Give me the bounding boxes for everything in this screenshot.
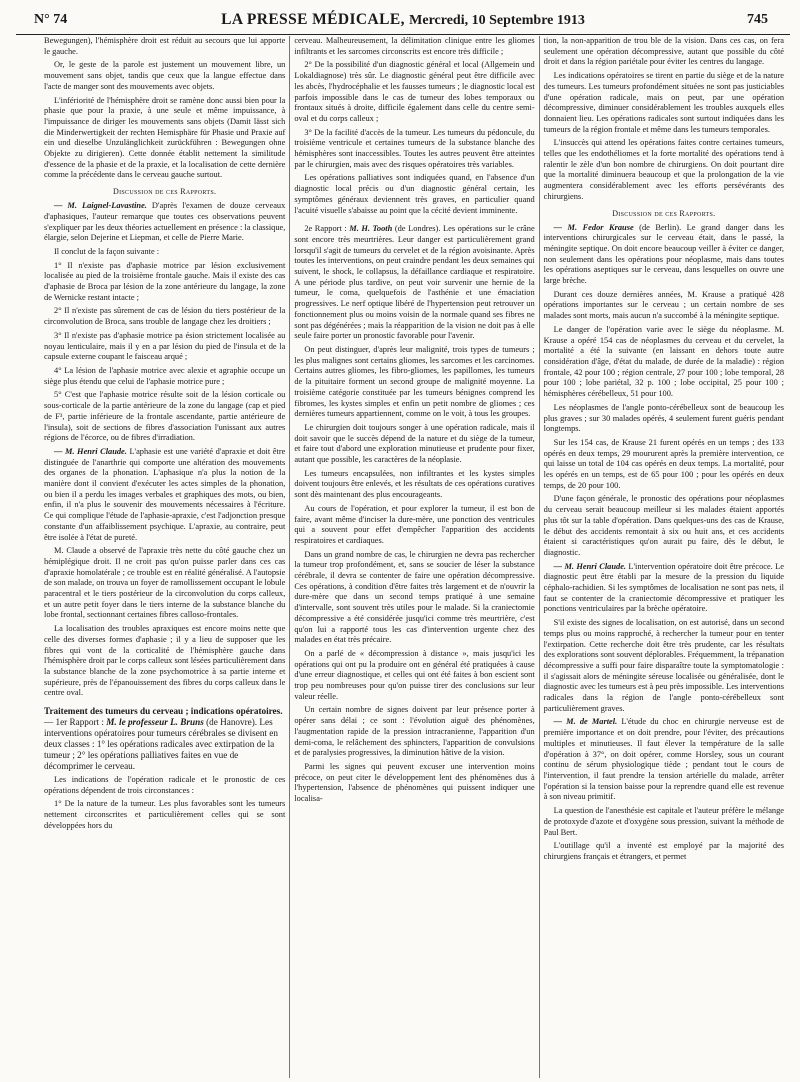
report-label: — 1er Rapport :: [44, 717, 107, 728]
paragraph: La question de l'anesthésie est capitale et l'auteur préfère le mélange de protoxyde d'azote et d'oxygène sous pression, suivant la méthode de Paul Bert.: [543, 806, 785, 837]
paragraph: Les néoplasmes de l'angle ponto-cérébelleux sont de beaucoup les plus graves ; sur 30 malades opérés, 4 seulement furent guéris pendant longtemps.: [543, 402, 785, 434]
paragraph: 3° De la facilité d'accès de la tumeur. Les tumeurs du pédoncule, du troisième ventricule et certaines tumeurs de la substance blanche des hémisphères sont inaccessibles. Toutes les autres peuvent être atteintes par le chirurgien, mais avec des risques opératoires très variables.: [294, 127, 535, 169]
article-heading: [44, 706, 285, 772]
speaker-name: — M. Henri Claude.: [553, 561, 627, 571]
paragraph: 1° Il n'existe pas d'aphasie motrice par lésion exclusivement localisée au pied de la troisième frontale gauche. Mais il existe des cas d'aphasie de Broca par lésion de la zone antérieure du langage, la zone de Wernicke restant intacte ;: [44, 260, 286, 302]
paragraph: Les opérations palliatives sont indiquées quand, en l'absence d'un diagnostic local précis ou d'un diagnostic général certain, les symptômes généraux deviennent très graves, en particulier quand l'acuité visuelle s'abaisse au point que la cécité devient imminente.: [294, 173, 535, 215]
paragraph: Les tumeurs encapsulées, non infiltrantes et les kystes simples doivent toujours être enlevés, et les résultats de ces opérations curatives sont dès maintenant des plus encourageants.: [294, 468, 535, 500]
paragraph: Le danger de l'opération varie avec le siège du néoplasme. M. Krause a opéré 154 cas de néoplasmes du cerveau et du cervelet, la mortalité a été la suivante (en laissant en dehors toute autre considération d'âge, d'état du malade, de durée de la maladie) : région frontale, 42 pour 100 ; région centrale, 27 pour 100 ; lobe temporal, 28 pour 100 ; lobe pariétal, 32 p. 100 ; lobe occipital, 25 pour 100 ; hémisphères cérébelleux, 51 pour 100.: [543, 324, 785, 399]
paragraph: 3° Il n'existe pas d'aphasie motrice pa ésion strictement localisée au noyau lenticulaire, mais il y en a par lésion du pied de l'insula et de la capsule externe coupant le faisceau arqué ;: [44, 330, 286, 362]
section-heading: Discussion de ces Rapports.: [612, 208, 716, 218]
page-number: 745: [747, 12, 768, 27]
speaker-name: — M. Fedor Krause: [553, 222, 634, 232]
column-1: [40, 36, 289, 1078]
paragraph: 2° Il n'existe pas sûrement de cas de lésion du tiers postérieur de la circonvolution de Broca, sans trouble de langage chez les droitiers ;: [44, 306, 286, 327]
paragraph: 5° C'est que l'aphasie motrice résulte soit de la lésion corticale ou sous-corticale de la partie antérieure de la zone du langage (cap et pied de F³, partie inférieure de la frontale ascendante, partie antérieure de l'insula), soit de sections de fibres d'association l'unissant aux autres régions de l'écorce, ou de fibres d'irradiation.: [44, 390, 286, 443]
speaker-paragraph: [544, 562, 784, 616]
paragraph: Il conclut de la façon suivante :: [54, 246, 160, 256]
report-text: (de Hanovre). Les interventions opératoires pour tumeurs cérébrales se divisent en deux classes : 1° les opérations radicales avec extirpation de la tumeur ; 2° les opérations palliatives faites en vue de décomprimer le cerveau.: [44, 717, 278, 772]
paragraph: cerveau. Malheureusement, la délimitation clinique entre les gliomes infiltrants et les sarcomes circonscrits est encore très difficile ;: [294, 36, 535, 56]
paragraph: Le chirurgien doit toujours songer à une opération radicale, mais il doit savoir que le succès dépend de la nature et du siège de la tumeur, et faire tout d'abord une exploration minutieuse et prudente pour fixer, autant que possible, les caractères de la néoplasie.: [294, 422, 535, 465]
speaker-text: (de Berlin). Le grand danger dans les interventions chirurgicales sur le cerveau était, dans le passé, la méningite septique. On doit encore beaucoup veiller à éviter ce danger, non seulement dans les opérations pour néoplasme, mais dans toutes les opérations aseptiques sur le cerveau, dans lesquelles on ouvre une large brèche.: [543, 222, 785, 286]
paragraph: Un certain nombre de signes doivent par leur présence porter à opérer sans délai ; ce sont : l'évolution aiguë des phénomènes, l'augmentation rapide de la pression intracranienne, l'apparition d'un demi-coma, le relâchement des sphincters, l'apparition de convulsions et de paralysies progressives, la diminution hâtive de la vision.: [294, 705, 535, 758]
paragraph: On peut distinguer, d'après leur malignité, trois types de tumeurs ; les plus malignes sont certains gliomes, les sarcomes et les carcinomes. Certains autres gliomes, les fibro-gliomes, les papillomes, les tumeurs de la pituitaire forment un second groupe de malignité moyenne. La troisième catégorie constituée par les tumeurs bénignes comprend les fibromes, les kystes simples et enfin un petit nombre de gliomes ; ces dernières tumeurs appartiennent, comme on le voit, à tous les groupes.: [294, 344, 535, 419]
masthead: [16, 0, 790, 35]
paragraph: Les indications de l'opération radicale et le pronostic de ces opérations dépendent de trois circonstances :: [44, 775, 286, 795]
issue-date: Mercredi, 10 Septembre 1913: [409, 13, 585, 28]
paragraph: L'outillage qu'il a inventé est employé par la majorité des chirurgiens français et étrangers, et permet: [543, 841, 785, 861]
paragraph: 2° De la possibilité d'un diagnostic général et local (Allgemein und Lokaldiagnose) très sûr. Le diagnostic général peut être difficile avec les abcès, l'hydrocéphalie et les fausses tumeurs ; le diagnostic local est parfois impossible dans le cas de tumeur des lobes temporaux ou frontaux situés à droite, difficile également dans celle du centre semi-oval et du corps calleux ;: [294, 60, 535, 123]
speaker-text: D'après l'examen de douze cerveaux d'aphasiques, l'auteur remarque que toutes ces observations peuvent s'expliquer par les deux théories actuellement en présence : la classique, élargie, selon Dejerine et Liepman, et celle de Pierre Marie.: [44, 201, 286, 243]
paragraph: Parmi les signes qui peuvent excuser une intervention moins précoce, on peut citer le développement lent des phénomènes dus à l'hypertension, l'absence de phénomènes qui puissent indiquer une localisa-: [294, 762, 535, 804]
paragraph: 4° La lésion de l'aphasie motrice avec alexie et agraphie occupe un siège plus étendu que celui de l'aphasie motrice pure ;: [44, 365, 286, 386]
speaker-paragraph: [544, 223, 784, 287]
paragraph: La localisation des troubles apraxiques est encore moins nette que celle des diverses formes d'aphasie ; il y a lieu de supposer que les fibres qui vont de la corticalité de l'hémisphère gauche dans l'hémisphère droit par le corps calleux sont lésées particulièrement dans la substance blanche de la zone psychomotrice à sa partie interne et supérieure, près de l'épanouissement des fibres du corps calleux dans le centre oval.: [44, 624, 286, 698]
journal-header: [16, 11, 790, 29]
report-label: 2e Rapport :: [304, 224, 350, 234]
speaker-text: L'étude du choc en chirurgie nerveuse est de première importance et on doit prendre, pour l'éviter, des précautions multiples et minutieuses. Il faut élever la température de la salle d'opération à 37°, on doit opérer, comme Horsley, sous un courant continu de sérum physiologique tiède ; pendant tout le cours de l'intervention, il faut prendre la tension artérielle du malade, arrêter l'opération si la tension baisse pour la reprendre quand elle est revenue à son niveau primitif.: [543, 717, 785, 802]
paragraph: L'insuccès qui attend les opérations faites contre certaines tumeurs, telles que les endothéliomes et la forte mortalité des opérations tend à ralentir le zèle d'un bon nombre de chirurgiens. On doit pourtant dire que la mortalité diminuera beaucoup et que la prolongation de la vie augmentera considérablement avec les efforts persévérants des chirurgiens.: [543, 138, 785, 201]
article-columns: [40, 36, 788, 1078]
paragraph: D'une façon générale, le pronostic des opérations pour néoplasmes du cerveau serait beaucoup meilleur si les malades étaient apportés plus tôt sur la table d'opération. Dans quelques-uns des cas de Krause, le début des accidents remontait à six ou huit ans, et ces accidents étaient si caractéristiques qu'on aurait pu faire, dès le début, le diagnostic.: [543, 494, 785, 557]
section-heading: Discussion de ces Rapports.: [113, 187, 217, 197]
paragraph: S'il existe des signes de localisation, on est autorisé, dans un second temps plus ou moins rapproché, à rechercher la tumeur pour en tenter l'extirpation. Cette recherche doit être très prudente, car les résultats des explorations sont souvent déplorables. Fréquemment, la trépanation décompressive a suffi pour faire disparaître toute la symptomatologie : il s'agissait alors de méningite séreuse localisée ou généralisée, dont le diagnostic avec les tumeurs est à peu près impossible. Les interventions radicales dans la région de l'angle ponto-cérébelleux sont particulièrement graves.: [543, 618, 785, 713]
paragraph: L'infériorité de l'hémisphère droit se ramène donc aussi bien pour la phasie que pour la praxie, à une seule et même impuissance, à l'impuissance de diriger les mouvements sans objets (Damit lässt sich die Minderwertigkeit der rechten Hemisphäre für Phasie und Praxie auf ein und dieselbe Unzulänglichkeit zurückführen : Bewegungen ohne Objekte zu dirigieren). Cette donnée établit nettement la similitude d'essence de la phasie et de la praxie, et la localisation de cette dernière comme la précédente dans le cerveau gauche surtout.: [44, 95, 286, 180]
speaker-paragraph: [544, 717, 784, 803]
paragraph: Dans un grand nombre de cas, le chirurgien ne devra pas rechercher la tumeur trop profondément, et, sans se soucier de léser la substance cérébrale, il devra se contenter de faire une opération décompressive. Ces opérations, à condition d'être faites très largement et de n'ouvrir la dure-mère que dans un second temps pratiqué à une semaine d'intervalle, sont souvent très utiles pour le malade. Si la craniectomie décompressive a été considérée jusqu'ici comme très meurtrière, c'est qu'on lui a rapporté tous les cas d'intervention urgente chez des malades en état très précaire.: [294, 549, 535, 645]
paragraph: Or, le geste de la parole est justement un mouvement libre, un mouvement sans objet, tandis que ceux que la langue effectue dans l'acte de manger sont des mouvements avec objets.: [44, 60, 286, 91]
paragraph: Bewegungen), l'hémisphère droit est réduit au secours que lui apporte le gauche.: [44, 36, 286, 56]
paragraph: Durant ces douze dernières années, M. Krause a pratiqué 428 opérations importantes sur le cerveau ; un certain nombre de ses malades sont morts, mais aucun n'a succombé à la méningite septique.: [543, 289, 785, 321]
paragraph: 1° De la nature de la tumeur. Les plus favorables sont les tumeurs nettement circonscrites et particulièrement celles qui se sont développées hors du: [44, 799, 286, 830]
paragraph: tion, la non-apparition de trou ble de la vision. Dans ces cas, on fera seulement une opération décompressive, autant que possible du côté droit et dans la région pariétale pour éviter les centres du langage.: [543, 36, 785, 67]
reporter-name: M. le professeur L. Bruns: [106, 717, 204, 728]
reporter-name: M. H. Tooth: [349, 224, 393, 234]
speaker-text: L'aphasie est une variété d'apraxie et doit être distinguée de l'anarthrie qui comporte une altération des mouvements des organes de la phonation. L'aphasique n'a plus la notion de la manière dont il convient d'exécuter les actes simples de la phonation, ou bien il a perdu les images verbales et graphiques des mots, ou bien, enfin, il n'a plus le souvenir des mouvements nécessaires à l'écriture. Ce qui complique l'étude de l'aphasie-apraxie, c'est l'adjonction presque constante d'un affaiblissement psychique. L'apraxie, au contraire, peut être isolée à l'état de pureté.: [44, 446, 286, 542]
journal-title: LA PRESSE MÉDICALE,: [221, 11, 405, 28]
paragraph: M. Claude a observé de l'apraxie très nette du côté gauche chez un hémiplégique droit. Il ne croit pas qu'on puisse parler dans ces cas d'apraxie homolatérale ; ce trouble est en réalité généralisé. A l'autopsie de son malade, on trouva un foyer de ramollissement occupant le lobule paracentral et le tiers postérieur de la circonvolution du corps calleux, et un autre petit foyer dans le tiers interne de la substance blanche du lobe frontal, sectionnant certaines fibres calloso-frontales.: [44, 546, 286, 620]
issue-number: N° 74: [34, 12, 68, 27]
report-text: (de Londres). Les opérations sur le crâne sont encore très meurtrières. Leur danger est particulièrement grand lorsqu'il s'agit de tumeurs du cervelet et de la région avoisinante. Après toutes les interventions, on peut craindre pendant les deux semaines qui suivent, le shock, le collapsus, la défaillance cardiaque et respiratoire. A une période plus tardive, on peut voir survenir une hernie de la tumeur, le coma, quelquefois de l'asthénie et une émaciation progressives. Le nerf optique libéré de l'hypertension peut retrouver un fonctionnement plus ou moins voisin de la normale quand ses fibres ne sont pas dégénérées ; mais la réapparition de la vision ne doit pas à elle seule faire porter un pronostic favorable pour l'avenir.: [294, 224, 535, 341]
paragraph: Les indications opératoires se tirent en partie du siège et de la nature des tumeurs. Les tumeurs profondément situées ne sont pas justiciables d'une opération radicale, mais on peut, par une opération décompressive, diminuer considérablement les troubles auxquels elles donnaient lieu. Les opérations radicales sont surtout indiquées dans les tumeurs de la région frontale et même dans les tumeurs temporales.: [543, 71, 785, 134]
speaker-name: — M. de Martel.: [553, 717, 618, 727]
speaker-name: — M. Henri Claude.: [54, 446, 127, 456]
paragraph: Sur les 154 cas, de Krause 21 furent opérés en un temps ; des 133 opérés en deux temps, 29 moururent après la première intervention, ce qui laisse un total de 104 cas opérés en deux temps. La mortalité, pour les opérés en un temps, est de 65 pour 100 ; pour les opérés en deux temps, de 20 pour 100.: [543, 437, 785, 490]
paragraph: Au cours de l'opération, et pour explorer la tumeur, il est bon de faire, avant même d'inciser la dure-mère, une ponction des ventricules qui a souvent pour effet d'empêcher l'apparition des accidents respiratoires et cardiaques.: [294, 503, 535, 545]
report-paragraph: [294, 224, 534, 342]
speaker-paragraph: [44, 447, 285, 543]
speaker-paragraph: [44, 201, 285, 244]
article-title: Traitement des tumeurs du cerveau ; indications opératoires.: [44, 706, 283, 717]
column-3: [539, 36, 788, 1078]
speaker-name: — M. Laignel-Lavastine.: [54, 201, 147, 211]
column-2: [289, 36, 538, 1078]
paragraph: On a parlé de « décompression à distance », mais jusqu'ici les opérations qui ont pu la produire ont en général été pratiquées à cause d'une erreur diagnostique, et celles qui ont été faites à bon escient sont trop peu nombreuses pour qu'on puisse tirer des conclusions sur leur valeur réelle.: [294, 648, 535, 701]
speaker-text: L'intervention opératoire doit être précoce. Le diagnostic peut être établi par la mesure de la pression du liquide céphalo-rachidien. Si les symptômes de localisation ne sont pas nets, il faut se contenter de la craniectomie décompressive et pratiquer les ponctions ventriculaires par la brèche opératoire.: [543, 561, 785, 614]
